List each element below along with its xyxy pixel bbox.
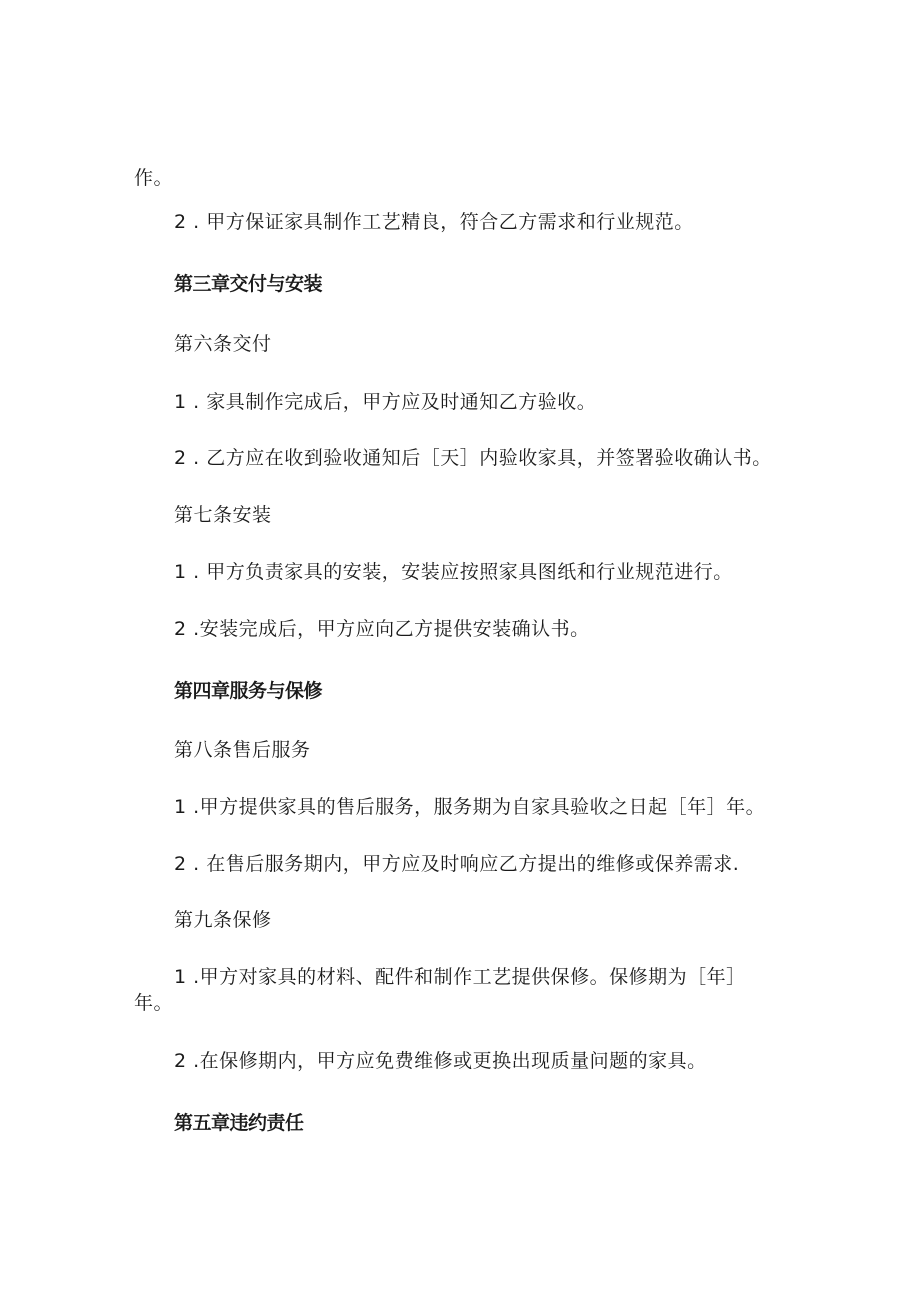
article-heading: 第六条交付: [174, 333, 272, 355]
clause-paragraph: 2 .在保修期内，甲方应免费维修或更换出现质量问题的家具。: [174, 1050, 707, 1072]
clause-paragraph: 1 .甲方对家具的材料、配件和制作工艺提供保修。保修期为［年］: [174, 966, 746, 988]
chapter-heading: 第五章违约责任: [174, 1112, 304, 1134]
clause-paragraph: 2 . 甲方保证家具制作工艺精良，符合乙方需求和行业规范。: [174, 211, 694, 233]
chapter-heading: 第三章交付与安装: [174, 273, 323, 295]
continuation-text: 作。: [134, 167, 174, 189]
chapter-heading: 第四章服务与保修: [174, 680, 323, 702]
clause-paragraph: 1 . 甲方负责家具的安装，安装应按照家具图纸和行业规范进行。: [174, 561, 733, 583]
article-heading: 第八条售后服务: [174, 739, 311, 761]
article-heading: 第七条安装: [174, 504, 272, 526]
clause-paragraph: 1 .甲方提供家具的售后服务，服务期为自家具验收之日起［年］年。: [174, 796, 766, 818]
clause-paragraph: 2 . 乙方应在收到验收通知后［天］内验收家具，并签署验收确认书。: [174, 447, 772, 469]
article-heading: 第九条保修: [174, 909, 272, 931]
clause-paragraph: 1 . 家具制作完成后，甲方应及时通知乙方验收。: [174, 391, 597, 413]
clause-paragraph: 2 .安装完成后，甲方应向乙方提供安装确认书。: [174, 618, 590, 640]
clause-paragraph: 2 . 在售后服务期内，甲方应及时响应乙方提出的维修或保养需求.: [174, 853, 740, 875]
continuation-text: 年。: [134, 992, 174, 1014]
